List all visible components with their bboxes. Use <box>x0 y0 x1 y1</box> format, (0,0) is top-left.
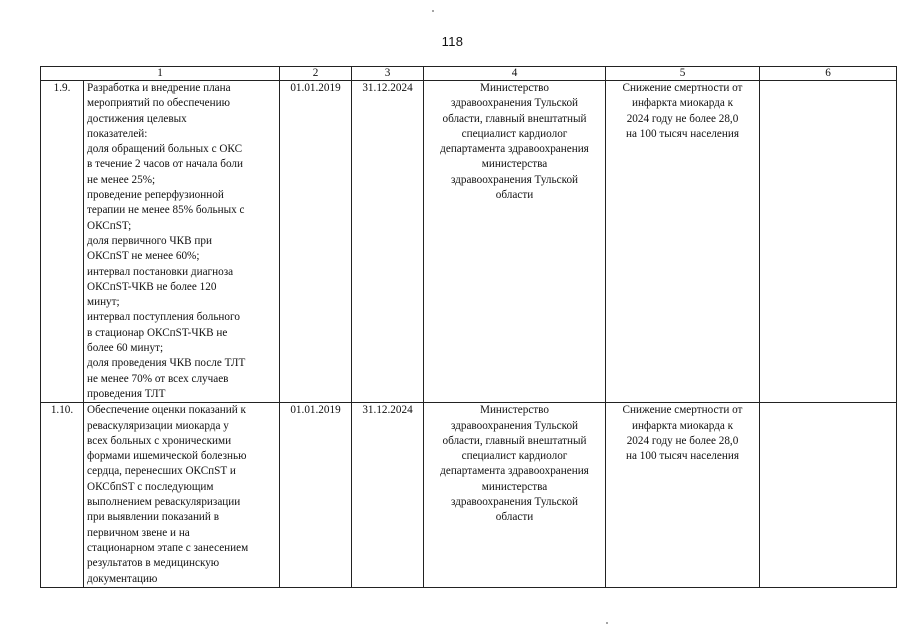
description-line: всех больных с хроническими <box>87 434 232 447</box>
responsible-line: департамента здравоохранения <box>440 143 589 156</box>
description-line: доля первичного ЧКВ при <box>87 234 212 247</box>
table-header-row <box>41 67 897 81</box>
responsible-line: области, главный внештатный <box>442 112 587 125</box>
description-line: мероприятий по обеспечению <box>87 97 230 110</box>
description-line: не менее 70% от всех случаев <box>87 372 229 385</box>
description-line: проведения ТЛТ <box>87 387 166 400</box>
table-row <box>41 403 897 588</box>
column-header-1: 1 <box>41 67 280 81</box>
responsible-line: здравоохранения Тульской <box>450 97 579 110</box>
activity-description <box>84 81 280 403</box>
description-line: первичном звене и на <box>87 526 190 539</box>
description-line: интервал поступления больного <box>87 311 240 324</box>
result-line: 2024 году не более 28,0 <box>626 112 739 125</box>
description-line: стационарном этапе с занесением <box>87 541 249 554</box>
description-line: в течение 2 часов от начала боли <box>87 158 243 171</box>
start-date: 01.01.2019 <box>280 403 352 588</box>
description-line: ОКСбпST с последующим <box>87 480 214 493</box>
scan-speck <box>606 622 608 624</box>
description-line: ОКСпST-ЧКВ не более 120 <box>87 280 217 293</box>
result-line: инфаркта миокарда к <box>631 419 734 432</box>
description-line: проведение реперфузионной <box>87 189 224 202</box>
description-line: ОКСпST не менее 60%; <box>87 250 200 263</box>
result-line: Снижение смертности от <box>622 404 743 417</box>
description-line: реваскуляризации миокарда у <box>87 419 229 432</box>
description-line: при выявлении показаний в <box>87 511 219 524</box>
column-6-cell <box>760 403 897 588</box>
description-line: показателей: <box>87 127 148 140</box>
description-line: более 60 минут; <box>87 342 164 355</box>
description-line: Разработка и внедрение плана <box>87 82 231 94</box>
responsible-party <box>424 403 606 588</box>
column-header-5: 5 <box>606 67 760 81</box>
result-line: 2024 году не более 28,0 <box>626 434 739 447</box>
responsible-line: министерства <box>481 158 548 171</box>
result-line: Снижение смертности от <box>622 82 743 94</box>
responsible-line: области <box>495 511 534 524</box>
end-date: 31.12.2024 <box>352 81 424 403</box>
responsible-line: здравоохранения Тульской <box>450 496 579 509</box>
result-line: на 100 тысяч населения <box>626 450 739 463</box>
description-line: сердца, перенесших ОКСпST и <box>87 465 236 478</box>
responsible-party <box>424 81 606 403</box>
column-header-4: 4 <box>424 67 606 81</box>
description-line: не менее 25%; <box>87 173 156 186</box>
description-line: терапии не менее 85% больных с <box>87 204 245 217</box>
description-line: документацию <box>87 572 158 585</box>
description-line: интервал постановки диагноза <box>87 265 234 278</box>
scan-speck <box>432 10 434 12</box>
page-number: 118 <box>441 34 464 49</box>
column-6-cell <box>760 81 897 403</box>
activity-description <box>84 403 280 588</box>
column-header-3: 3 <box>352 67 424 81</box>
action-plan-table <box>40 66 897 588</box>
description-line: результатов в медицинскую <box>87 557 220 570</box>
responsible-line: области, главный внештатный <box>442 434 587 447</box>
description-line: достижения целевых <box>87 112 187 125</box>
description-line: ОКСпST; <box>87 219 132 232</box>
description-line: Обеспечение оценки показаний к <box>87 404 246 417</box>
description-line: в стационар ОКСпST-ЧКВ не <box>87 326 228 339</box>
responsible-line: министерства <box>481 480 548 493</box>
responsible-line: области <box>495 189 534 202</box>
column-header-2: 2 <box>280 67 352 81</box>
responsible-line: здравоохранения Тульской <box>450 419 579 432</box>
result-line: инфаркта миокарда к <box>631 97 734 110</box>
description-line: доля проведения ЧКВ после ТЛТ <box>87 357 246 370</box>
row-number: 1.10. <box>41 403 84 588</box>
responsible-line: специалист кардиолог <box>461 127 568 140</box>
responsible-line: Министерство <box>480 82 549 94</box>
expected-result <box>606 81 760 403</box>
responsible-line: Министерство <box>480 404 549 417</box>
result-line: на 100 тысяч населения <box>626 127 739 140</box>
responsible-line: специалист кардиолог <box>461 450 568 463</box>
column-header-6: 6 <box>760 67 897 81</box>
description-line: выполнением реваскуляризации <box>87 496 241 509</box>
responsible-line: департамента здравоохранения <box>440 465 589 478</box>
responsible-line: здравоохранения Тульской <box>450 173 579 186</box>
end-date: 31.12.2024 <box>352 403 424 588</box>
description-line: формами ишемической болезнью <box>87 450 247 463</box>
row-number: 1.9. <box>41 81 84 403</box>
table-row <box>41 81 897 403</box>
expected-result <box>606 403 760 588</box>
description-line: минут; <box>87 296 120 309</box>
description-line: доля обращений больных с ОКС <box>87 143 243 156</box>
start-date: 01.01.2019 <box>280 81 352 403</box>
